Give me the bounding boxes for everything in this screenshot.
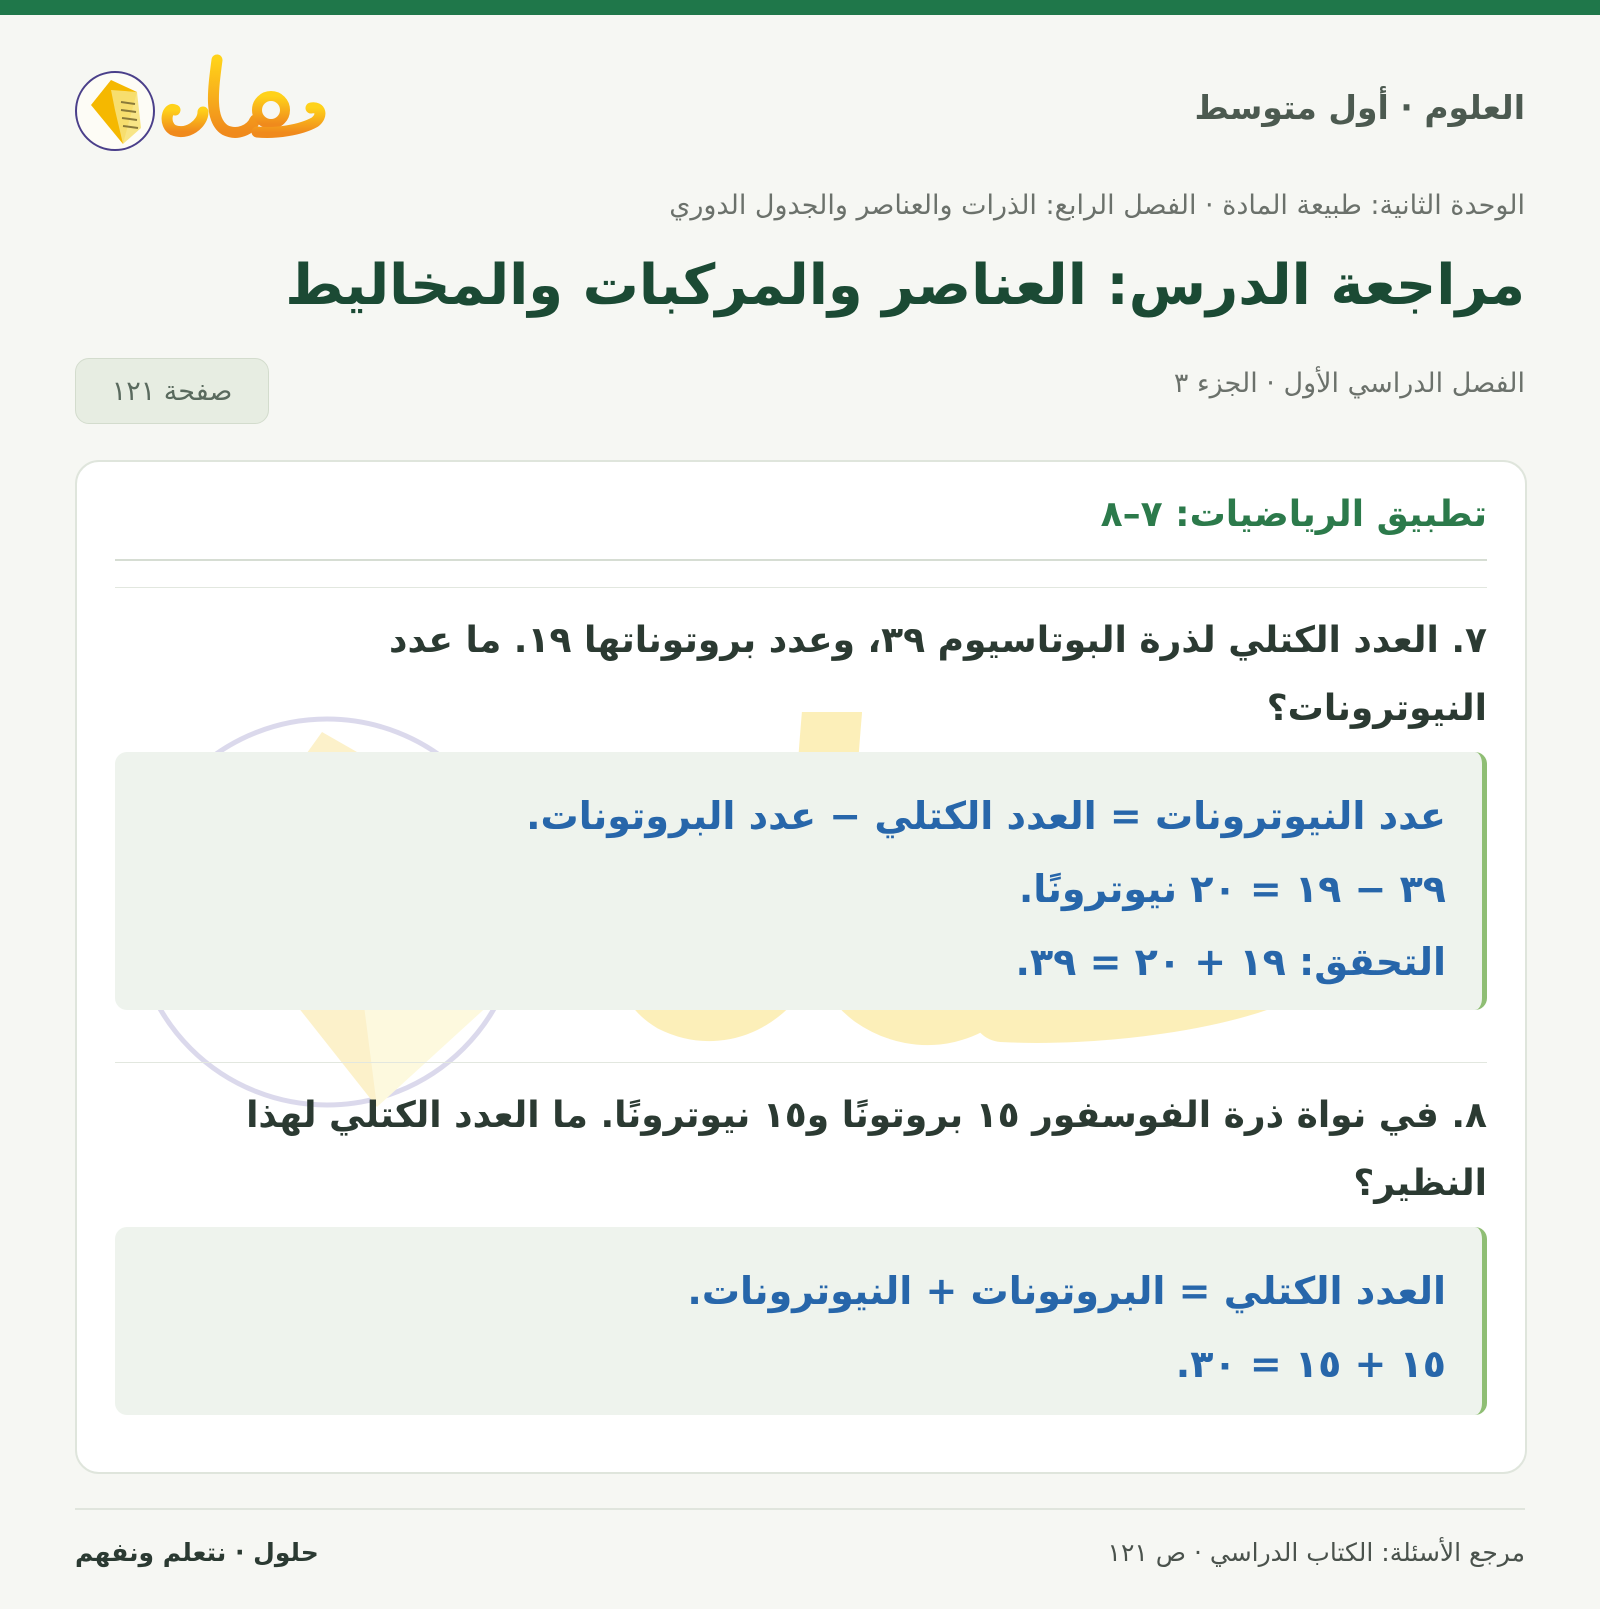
page-number-badge: صفحة ١٢١ — [75, 358, 269, 424]
page-header — [75, 50, 1525, 160]
subject-label: العلوم · أول متوسط — [1194, 88, 1525, 127]
section-title: تطبيق الرياضيات: ٧–٨ — [1100, 494, 1487, 535]
hulool-logo[interactable] — [75, 50, 335, 160]
answer-line: ٣٩ − ١٩ = ٢٠ نيوترونًا. — [1018, 867, 1446, 911]
answer-line: عدد النيوترونات = العدد الكتلي − عدد البروتونات. — [526, 794, 1446, 838]
answer-line: العدد الكتلي = البروتونات + النيوترونات. — [687, 1269, 1446, 1313]
footer-brand: حلول · نتعلم ونفهم — [75, 1538, 319, 1567]
divider — [115, 587, 1487, 588]
questions-card — [75, 460, 1527, 1474]
answer-box-7 — [115, 752, 1487, 1010]
divider — [115, 1062, 1487, 1063]
meta-row — [75, 358, 1525, 424]
semester-label: الفصل الدراسي الأول · الجزء ٣ — [1173, 368, 1525, 399]
footer-divider — [75, 1508, 1525, 1510]
logo-wordmark-icon — [167, 60, 320, 133]
top-accent-bar — [0, 0, 1600, 15]
divider — [115, 559, 1487, 561]
question-8: ٨. في نواة ذرة الفوسفور ١٥ بروتونًا و١٥ نيوترونًا. ما العدد الكتلي لهذا النظير؟ — [246, 1095, 1487, 1204]
page-title: مراجعة الدرس: العناصر والمركبات والمخاليط — [285, 253, 1525, 318]
answer-line: التحقق: ١٩ + ٢٠ = ٣٩. — [1015, 940, 1446, 984]
question-7: ٧. العدد الكتلي لذرة البوتاسيوم ٣٩، وعدد بروتوناتها ١٩. ما عدد النيوترونات؟ — [389, 620, 1487, 729]
answer-box-8 — [115, 1227, 1487, 1415]
answer-line: ١٥ + ١٥ = ٣٠. — [1175, 1342, 1446, 1386]
footer-reference: مرجع الأسئلة: الكتاب الدراسي · ص ١٢١ — [1107, 1538, 1525, 1567]
breadcrumb: الوحدة الثانية: طبيعة المادة · الفصل الرابع: الذرات والعناصر والجدول الدوري — [669, 190, 1525, 221]
